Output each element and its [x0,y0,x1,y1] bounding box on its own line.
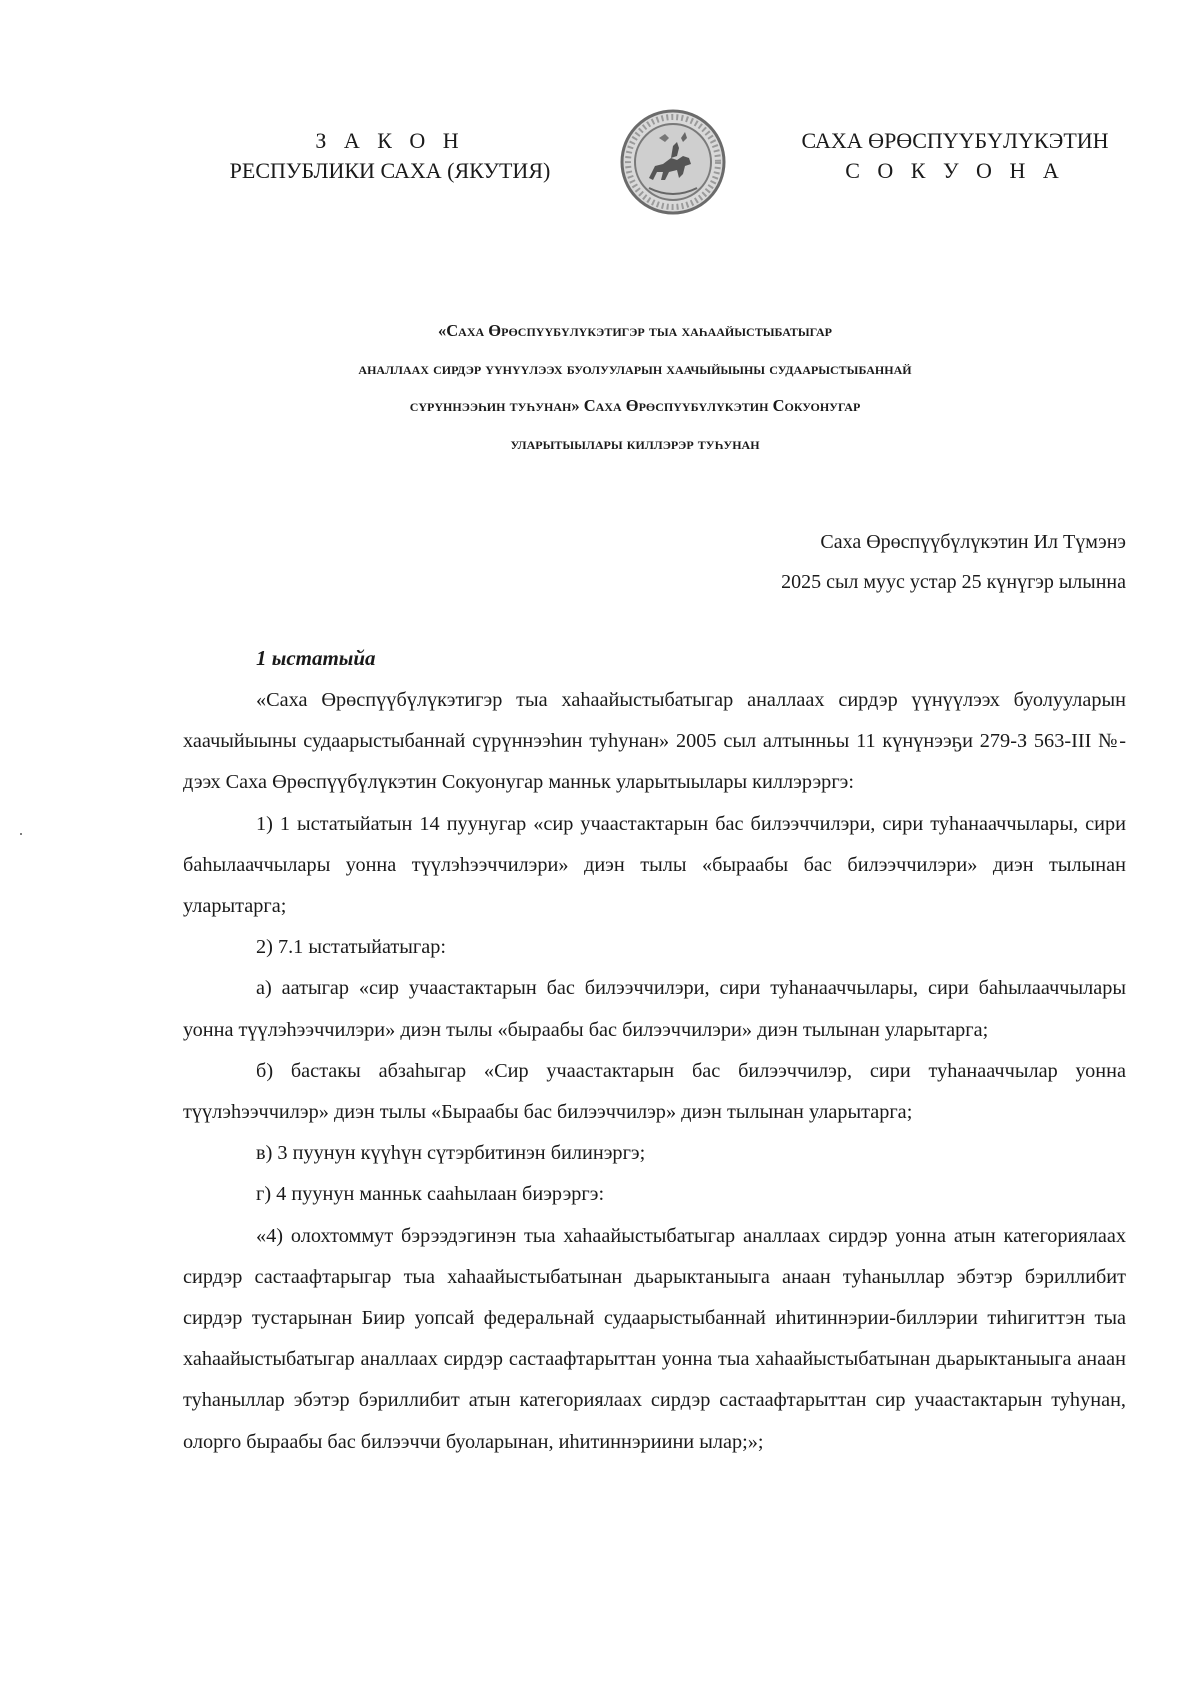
header-right-line2: С О К У О Н А [845,158,1065,183]
header-left [200,126,580,186]
article-item-2g: г) 4 пуунун манньк сааһылаан биэрэргэ: [256,1183,605,1206]
title-line4: уларытыылары киллэрэр туһунан [510,433,760,453]
title-line3: сүрүннээһин туһунан» Саха Өрөспүүбүлүкэтин Сокуонугар [409,396,861,415]
article-heading: 1 ыстатыйа [256,646,376,670]
adoption-block [781,522,1126,602]
article-item-2a: а) аатыгар «сир учаастактарын бас билээччилэри, сири туһанааччылары, сири баһылааччылары уонна түүлэһээччилэри» диэн тылы «быраабы бас билээччилэри» диэн тылынан уларытарга; [183,977,1126,1041]
article-item-4-text: «4) олохтоммут бэрээдэгинэн тыа хаһаайыстыбатыгар аналлаах сирдэр уонна атын категориялаах сирдэр састаафтарыгар тыа хаһаайыстыбатынан дьарыктаныыга анаан туһаныллар эбэтэр бэриллибит сирдэр тустарынан Биир уопсай федеральнай судаарыстыбаннай иһитиннэрии-биллэрии тиһигиттэн тыа хаһаайыстыбатыгар аналлаах сирдэр састаафтарыттан уонна тыа хаһаайыстыбатынан дьарыктаныыга анаан туһаныллар эбэтэр бэриллибит атын категориялаах сирдэр састаафтарыттан сир учаастактарын туһунан, олорго быраабы бас билээччи буоларынан, иһитиннэриини ылар;»; [183,1224,1126,1453]
header-left-line2: РЕСПУБЛИКИ САХА (ЯКУТИЯ) [229,158,551,183]
header-left-line1: З А К О Н [315,128,465,153]
law-title [150,312,1120,462]
article-body [183,680,1126,1463]
article-item-2: 2) 7.1 ыстатыйатыгар: [256,936,447,959]
coat-of-arms-seal-icon [619,108,727,216]
adoption-date: 2025 сыл муус устар 25 күнүгэр ылынна [781,571,1126,593]
title-line1: «Саха Өрөспүүбүлүкэтигэр тыа хаһаайыстыбатыгар [438,321,832,340]
adoption-body: Саха Өрөспүүбүлүкэтин Ил Түмэнэ [820,531,1126,553]
title-line2: аналлаах сирдэр үүнүүлээх буолууларын хаачыйыыны судаарыстыбаннай [358,358,912,378]
header-right-line1: САХА ӨРӨСПҮҮБҮЛҮКЭТИН [801,128,1109,153]
article-intro: «Саха Өрөспүүбүлүкэтигэр тыа хаһаайыстыбатыгар аналлаах сирдэр үүнүүлээх буолууларын хаачыйыыны судаарыстыбаннай сүрүннээһин туһунан» 2005 сыл алтынньы 11 күнүнээҕи 279-З 563-III №-дээх Саха Өрөспүүбүлүкэтин Сокуонугар манньк уларытыылары киллэрэргэ: [183,689,1126,794]
header-right [770,126,1140,186]
scan-speck [20,833,22,835]
article-item-2v: в) 3 пуунун күүһүн сүтэрбитинэн билинэргэ; [256,1142,646,1165]
article-item-1: 1) 1 ыстатыйатын 14 пуунугар «сир учаастактарын бас билээччилэри, сири туһанааччылары, сири баһылааччылары уонна түүлэһээччилэри» диэн тылы «быраабы бас билээччилэри» диэн тылынан уларытарга; [183,812,1126,918]
article-item-2b: б) бастакы абзаһыгар «Сир учаастактарын бас билээччилэр, сири туһанааччылар уонна түүлэһээччилэр» диэн тылы «Быраабы бас билээччилэр» диэн тылынан уларытарга; [183,1059,1126,1124]
